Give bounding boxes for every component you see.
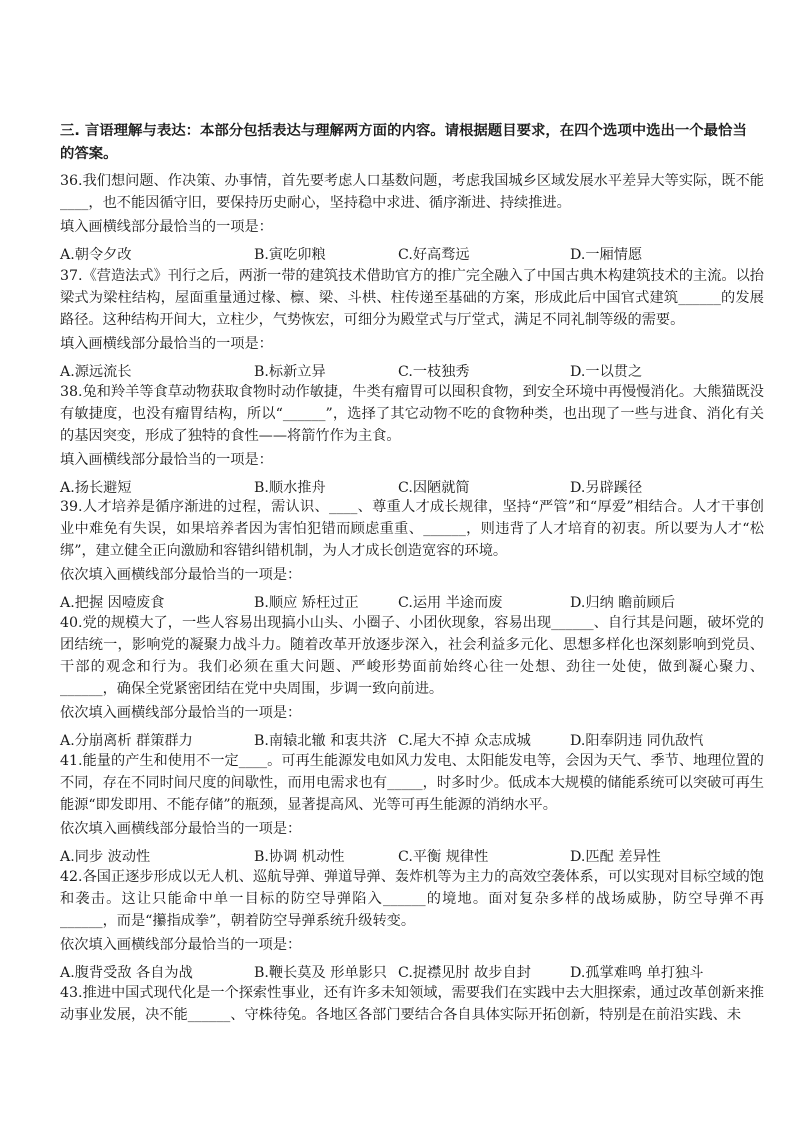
- option-b[interactable]: B.寅吃卯粮: [254, 247, 326, 263]
- question-prompt: 依次填入画横线部分最恰当的一项是：: [60, 821, 302, 837]
- question-stem: 42.各国正逐步形成以无人机、巡航导弹、弹道导弹、轰炸机等为主力的高效空袭体系，可以实现对目标空域的饱和袭击。这让只能命中单一目标的防空导弹陷入______的境地。面对复杂多样的战场威胁，防空导弹不再______，而是“攥指成拳”，朝着防空导弹系统升级转变。: [60, 869, 764, 929]
- question-prompt: 依次填入画横线部分最恰当的一项是：: [60, 937, 302, 953]
- question-stem: 38.兔和羚羊等食草动物获取食物时动作敏捷，牛类有瘤胃可以囤积食物，到安全环境中再慢慢消化。大熊猫既没有敏捷度，也没有瘤胃结构，所以“______”，选择了其它动物不吃的食物种类，也出现了一些与进食、消化有关的基因突变，形成了独特的食性——将箭竹作为主食。: [60, 384, 764, 444]
- question-36: [60, 170, 764, 268]
- question-38: [60, 381, 764, 501]
- option-d[interactable]: D.一以贯之: [570, 364, 643, 380]
- question-stem: 37.《营造法式》刊行之后，两浙一带的建筑技术借助官方的推广完全融入了中国古典木构建筑技术的主流。以抬梁式为梁柱结构，屋面重量通过椽、檩、梁、斗栱、柱传递至基础的方案，形成此后中国官式建筑______的发展路径。这种结构开间大，立柱少，气势恢宏，可细分为殿堂式与厅堂式，满足不同礼制等级的需要。: [60, 268, 764, 328]
- option-d[interactable]: D.孤掌难鸣 单打独斗: [570, 965, 704, 981]
- question-39: [60, 496, 764, 616]
- option-c[interactable]: C.尾大不掉 众志成城: [398, 733, 531, 749]
- option-d[interactable]: D.另辟蹊径: [570, 480, 643, 496]
- question-stem: 40.党的规模大了，一些人容易出现搞小山头、小圈子、小团伙现象，容易出现______、自行其是问题，破坏党的团结统一，影响党的凝聚力战斗力。随着改革开放逐步深入，社会利益多元化、思想多样化也深刻影响到党员、干部的观念和行为。我们必须在重大问题、严峻形势面前始终心往一处想、劲往一处使，做到凝心聚力、______，确保全党紧密团结在党中央周围，步调一致向前进。: [60, 615, 764, 697]
- question-prompt: 填入画横线部分最恰当的一项是：: [60, 452, 273, 468]
- option-c[interactable]: C.捉襟见肘 故步自封: [398, 965, 531, 981]
- question-prompt: 填入画横线部分最恰当的一项是：: [60, 336, 273, 352]
- question-stem: 39.人才培养是循序渐进的过程，需认识、____、尊重人才成长规律，坚持“严管”和“厚爱”相结合。人才干事创业中难免有失误，如果培养者因为害怕犯错而顾虑重重、______，则违背了人才培育的初衷。所以要为人才“松绑”，建立健全正向激励和容错纠错机制，为人才成长创造宽容的环境。: [60, 499, 764, 559]
- question-stem: 43.推进中国式现代化是一个探索性事业，还有许多未知领域，需要我们在实践中去大胆探索，通过改革创新来推动事业发展，决不能______、守株待兔。各地区各部门要结合各自具体实际开拓创新，特别是在前沿实践、未: [60, 985, 764, 1023]
- option-c[interactable]: C.一枝独秀: [398, 364, 470, 380]
- option-a[interactable]: A.扬长避短: [60, 480, 132, 496]
- question-prompt: 依次填入画横线部分最恰当的一项是：: [60, 705, 302, 721]
- option-b[interactable]: B.鞭长莫及 形单影只: [254, 965, 387, 981]
- option-b[interactable]: B.顺应 矫枉过正: [254, 595, 359, 611]
- option-b[interactable]: B.顺水推舟: [254, 480, 326, 496]
- option-a[interactable]: A.腹背受敌 各自为战: [60, 965, 193, 981]
- option-c[interactable]: C.平衡 规律性: [398, 849, 489, 865]
- question-43: [60, 982, 764, 1026]
- question-40: [60, 612, 764, 754]
- option-d[interactable]: D.阳奉阴违 同仇敌忾: [570, 733, 704, 749]
- question-stem: 41.能量的产生和使用不一定____。可再生能源发电如风力发电、太阳能发电等，会因为天气、季节、地理位置的不同，存在不同时间尺度的间歇性，而用电需求也有_____，时多时少。低成本大规模的储能系统可以突破可再生能源“即发即用、不能存储”的瓶颈，显著提高风、光等可再生能源的消纳水平。: [60, 753, 764, 813]
- option-b[interactable]: B.协调 机动性: [254, 849, 345, 865]
- option-a[interactable]: A.朝令夕改: [60, 247, 132, 263]
- option-c[interactable]: C.运用 半途而废: [398, 595, 503, 611]
- option-c[interactable]: C.好高骛远: [398, 247, 470, 263]
- option-d[interactable]: D.归纳 瞻前顾后: [570, 595, 676, 611]
- question-37: [60, 265, 764, 385]
- option-a[interactable]: A.源远流长: [60, 364, 132, 380]
- question-42: [60, 866, 764, 986]
- option-d[interactable]: D.一厢情愿: [570, 247, 643, 263]
- option-b[interactable]: B.南辕北辙 和衷共济: [254, 733, 387, 749]
- section-header: 三. 言语理解与表达：本部分包括表达与理解两方面的内容。请根据题目要求，在四个选项中选出一个最恰当的答案。: [60, 123, 747, 162]
- question-41: [60, 750, 764, 870]
- question-stem: 36.我们想问题、作决策、办事情，首先要考虑人口基数问题，考虑我国城乡区域发展水平差异大等实际，既不能____，也不能因循守旧，要保持历史耐心，坚持稳中求进、循序渐进、持续推进。: [60, 173, 764, 211]
- option-a[interactable]: A.同步 波动性: [60, 849, 151, 865]
- question-prompt: 依次填入画横线部分最恰当的一项是：: [60, 567, 302, 583]
- question-prompt: 填入画横线部分最恰当的一项是：: [60, 219, 273, 235]
- option-a[interactable]: A.把握 因噎废食: [60, 595, 165, 611]
- option-a[interactable]: A.分崩离析 群策群力: [60, 733, 193, 749]
- option-c[interactable]: C.因陋就简: [398, 480, 470, 496]
- option-d[interactable]: D.匹配 差异性: [570, 849, 661, 865]
- option-b[interactable]: B.标新立异: [254, 364, 326, 380]
